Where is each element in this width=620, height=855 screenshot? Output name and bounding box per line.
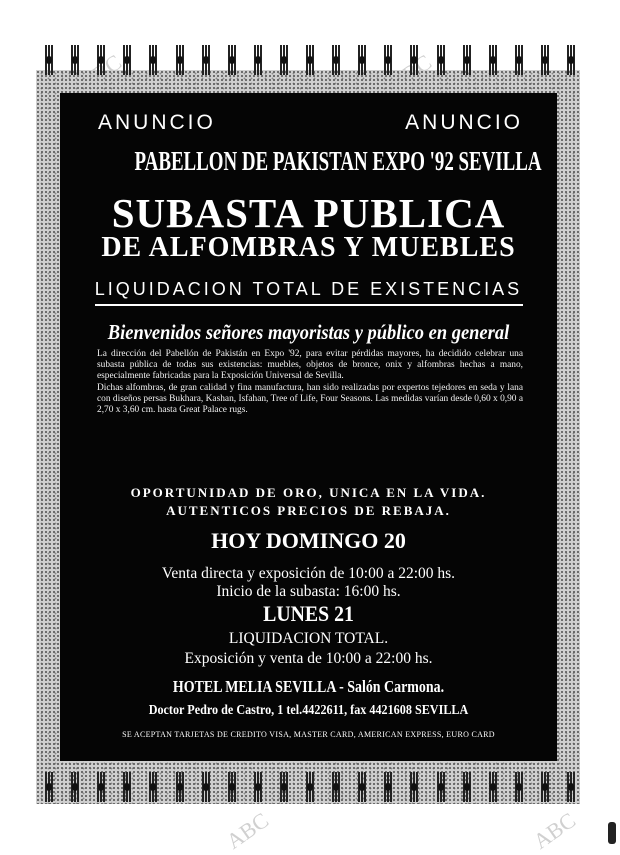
tassel	[409, 45, 419, 75]
auction-title: SUBASTA PUBLICA	[111, 190, 506, 236]
opportunity-line: OPORTUNIDAD DE ORO, UNICA EN LA VIDA.	[130, 485, 487, 500]
tassel	[462, 45, 472, 75]
pavilion-heading: PABELLON DE PAKISTAN EXPO '92 SEVILLA	[134, 146, 542, 176]
body-text	[97, 349, 523, 416]
tassel	[357, 45, 367, 75]
tassel	[122, 45, 132, 75]
tassel	[566, 772, 576, 802]
tassel	[331, 772, 341, 802]
tassel	[540, 45, 550, 75]
tassel	[462, 772, 472, 802]
tassel	[488, 45, 498, 75]
tassel	[227, 772, 237, 802]
anuncio-right: ANUNCIO	[405, 111, 523, 134]
venue: HOTEL MELIA SEVILLA - Salón Carmona.	[172, 677, 445, 696]
address-contact: Doctor Pedro de Castro, 1 tel.4422611, fax 4421608 SEVILLA	[148, 702, 469, 717]
tassel	[96, 772, 106, 802]
tassel	[227, 45, 237, 75]
tassel	[331, 45, 341, 75]
tassel	[436, 45, 446, 75]
tassel	[383, 45, 393, 75]
tassel	[175, 45, 185, 75]
tassel	[514, 45, 524, 75]
tassel	[148, 772, 158, 802]
body-paragraph: La dirección del Pabellón de Pakistán en Expo '92, para evitar pérdidas mayores, ha decidido celebrar una subasta pública de todas sus existencias: muebles, objetos de bronce, onix y alfombras hechas a mano, especialmente fabricadas para la Exposición Universal de Sevilla.	[97, 349, 523, 382]
monday-heading: LUNES 21	[263, 601, 354, 626]
sunday-heading: HOY DOMINGO 20	[211, 528, 406, 553]
tassel	[44, 772, 54, 802]
tassel	[253, 772, 263, 802]
tassel	[305, 772, 315, 802]
heading-underline	[95, 304, 523, 306]
anuncio-left: ANUNCIO	[98, 111, 216, 134]
prices-line: AUTENTICOS PRECIOS DE REBAJA.	[166, 503, 451, 518]
credit-cards-note: SE ACEPTAN TARJETAS DE CREDITO VISA, MASTER CARD, AMERICAN EXPRESS, EURO CARD	[122, 730, 495, 739]
tassel	[514, 772, 524, 802]
tassel	[566, 45, 576, 75]
tassel	[436, 772, 446, 802]
auction-subtitle: DE ALFOMBRAS Y MUEBLES	[101, 232, 516, 263]
advertisement-panel	[60, 93, 557, 761]
tassel	[96, 45, 106, 75]
clearance-heading: LIQUIDACION TOTAL DE EXISTENCIAS	[94, 279, 523, 299]
tassel	[279, 772, 289, 802]
auction-start: Inicio de la subasta: 16:00 hs.	[216, 583, 401, 600]
tassel	[44, 45, 54, 75]
tassel	[201, 45, 211, 75]
rug-fringe-top	[44, 45, 576, 75]
watermark: ABC	[528, 807, 581, 854]
monday-hours: Exposición y venta de 10:00 a 22:00 hs.	[184, 650, 433, 667]
sunday-hours: Venta directa y exposición de 10:00 a 22:00 hs.	[161, 565, 456, 582]
tassel	[253, 45, 263, 75]
tassel	[305, 45, 315, 75]
tassel	[70, 772, 80, 802]
tassel	[488, 772, 498, 802]
monday-clearance: LIQUIDACION TOTAL.	[228, 630, 389, 647]
tassel	[175, 772, 185, 802]
tassel	[279, 45, 289, 75]
scan-edge-mark	[608, 822, 616, 844]
watermark: ABC	[221, 807, 274, 854]
tassel	[383, 772, 393, 802]
rug-fringe-bottom	[44, 772, 576, 802]
tassel	[540, 772, 550, 802]
tassel	[357, 772, 367, 802]
tassel	[201, 772, 211, 802]
body-paragraph: Dichas alfombras, de gran calidad y fina manufactura, han sido realizadas por expertos tejedores en seda y lana con diseños persas Bukhara, Kashan, Isfahan, Tree of Life, Four Seasons. Las medidas varían desde 0,60 x 0,90 a 2,70 x 3,60 cm. hasta Great Palace rugs.	[97, 382, 523, 416]
tassel	[148, 45, 158, 75]
tassel	[70, 45, 80, 75]
welcome-line: Bienvenidos señores mayoristas y público en general	[107, 320, 510, 344]
tassel	[409, 772, 419, 802]
tassel	[122, 772, 132, 802]
